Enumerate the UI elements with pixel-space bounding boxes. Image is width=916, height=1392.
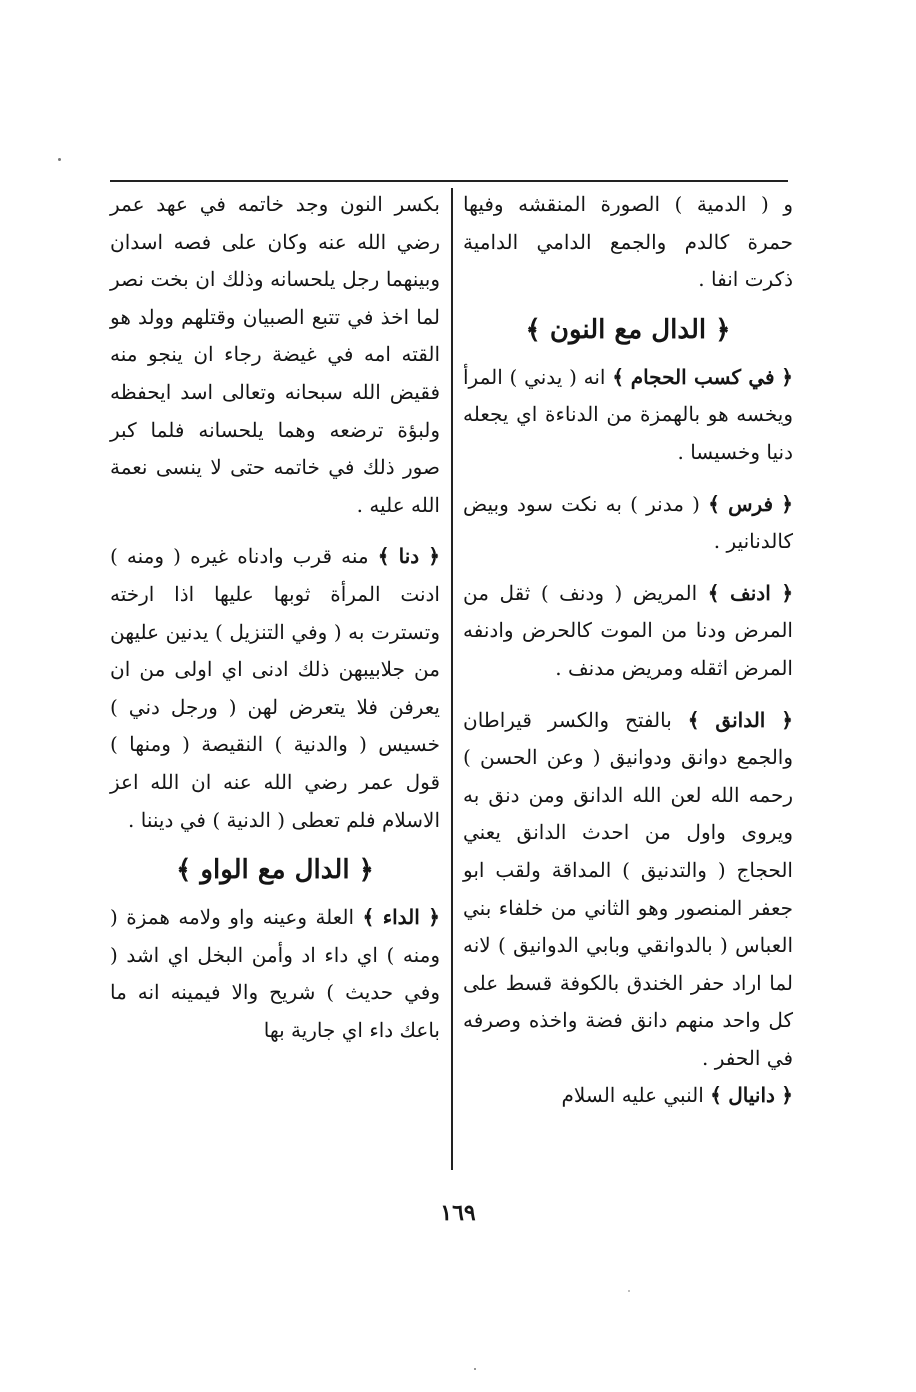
- entry-headword: دنا: [398, 544, 420, 569]
- ornament-open: ﴿: [781, 580, 794, 605]
- ornament-open: ﴿: [781, 707, 794, 732]
- ornament-open: ﴿: [428, 905, 440, 930]
- ornament-open: ﴿: [781, 364, 793, 389]
- ornament-open: ﴿: [781, 1083, 793, 1108]
- entry: [463, 575, 793, 688]
- entry-headword: ادنف: [730, 580, 771, 605]
- ornament-open: ﴿: [715, 314, 731, 345]
- scan-speck: [474, 1368, 476, 1370]
- paragraph: و ( الدمية ) الصورة المنقشه وفيها حمرة كالدم والجمع الدامي الدامية ذكرت انفا .: [463, 192, 793, 292]
- ornament-close: ﴾: [377, 544, 390, 569]
- entry-text: منه قرب وادناه غيره ( ومنه ) ادنت المرأة ثوبها عليها اذا ارخته وتسترت به ( وفي التنزيل ) يدنين عليهن من جلابيبهن ذلك ادنى اي اولى من ان يعرفن فلا يتعرض لهن ( ورجل دني ) خسيس ( والدنية ) النقيصة ( ومنها ) قول عمر رضي الله عنه ان الله اعز الاسلام فلم تعطى ( الدنية ) في ديننا .: [110, 544, 440, 832]
- ornament-close: ﴾: [612, 364, 624, 389]
- ornament-close: ﴾: [687, 707, 700, 732]
- ornament-open: ﴿: [358, 855, 374, 886]
- entry-text: انه ( يدني ) المرأ ويخسه هو بالهمزة من الدناءة اي يجعله دنيا وخسيسا .: [463, 364, 793, 464]
- entry-headword: الداء: [382, 905, 420, 930]
- ornament-open: ﴿: [428, 544, 441, 569]
- ornament-close: ﴾: [525, 314, 541, 345]
- entry-text: بالفتح والكسر قيراطان والجمع دوانق ودوانيق ( وعن الحسن ) رحمه الله لعن الله الدانق ومن دنق به ويروى واول من احدث الدانق يعني الحجاج ( والتدنيق ) المداقة ولقب ابو جعفر المنصور وهو الثاني من خلفاء بني العباس ( بالدوانقي وبابي الدوانيق ) لانه لما اراد حفر الخندق بالكوفة قسط على كل واحد منهم دانق فضة واخذه وصرفه في الحفر .: [463, 707, 793, 1070]
- section-heading-text: الدال مع الواو: [200, 855, 350, 886]
- page-number: ١٦٩: [440, 1200, 476, 1226]
- entry: [463, 1077, 793, 1115]
- entry: [463, 486, 793, 561]
- entry-headword: فرس: [728, 491, 774, 516]
- entry: [110, 538, 440, 839]
- ornament-close: ﴾: [707, 580, 720, 605]
- entry-text: المريض ( ودنف ) ثقل من المرض ودنا من الموت كالحرض وادنفه المرض اثقله ومريض مدنف .: [463, 580, 793, 680]
- section-heading-text: الدال مع النون: [549, 314, 707, 345]
- ornament-open: ﴿: [781, 491, 793, 516]
- column-divider: [451, 188, 453, 1170]
- entry: [463, 702, 793, 1078]
- entry-headword: في كسب الحجام: [630, 364, 775, 389]
- ornament-close: ﴾: [176, 855, 192, 886]
- entry-text: النبي عليه السلام: [561, 1083, 704, 1108]
- ornament-close: ﴾: [710, 1083, 722, 1108]
- entry-text: ( مدنر ) به نكت سود وبيض كالدنانير .: [463, 491, 793, 554]
- entry: [110, 899, 440, 1049]
- entry-headword: الدانق: [715, 707, 766, 732]
- entry-text: العلة وعينه واو ولامه همزة ( ومنه ) اي داء اد وأمن البخل اي اشد ( وفي حديث ) شريح والا فيمينه انه ما باعك داء اي جارية بها: [110, 905, 440, 1042]
- top-rule: [110, 180, 788, 182]
- scan-speck: [58, 158, 61, 161]
- left-column: [110, 186, 440, 1049]
- section-heading: [110, 845, 440, 895]
- section-heading: [463, 305, 793, 355]
- ornament-close: ﴾: [708, 491, 720, 516]
- entry-headword: دانيال: [728, 1083, 775, 1108]
- entry: [463, 359, 793, 472]
- ornament-close: ﴾: [362, 905, 375, 930]
- paragraph: بكسر النون وجد خاتمه في عهد عمر رضي الله عنه وكان على فصه اسدان وبينهما رجل يلحسانه وذلك ان بخت نصر لما اخذ في تتبع الصبيان وقتلهم وولد هو القته امه في غيضة رجاء ان ينجو منه فقيض الله سبحانه وتعالى اسد ايحفظه ولبؤة ترضعه وهما يلحسانه فلما كبر صور ذلك في خاتمه حتى لا ينسى نعمة الله عليه .: [110, 192, 440, 517]
- scan-speck: [628, 1290, 630, 1292]
- right-column: [463, 186, 793, 1115]
